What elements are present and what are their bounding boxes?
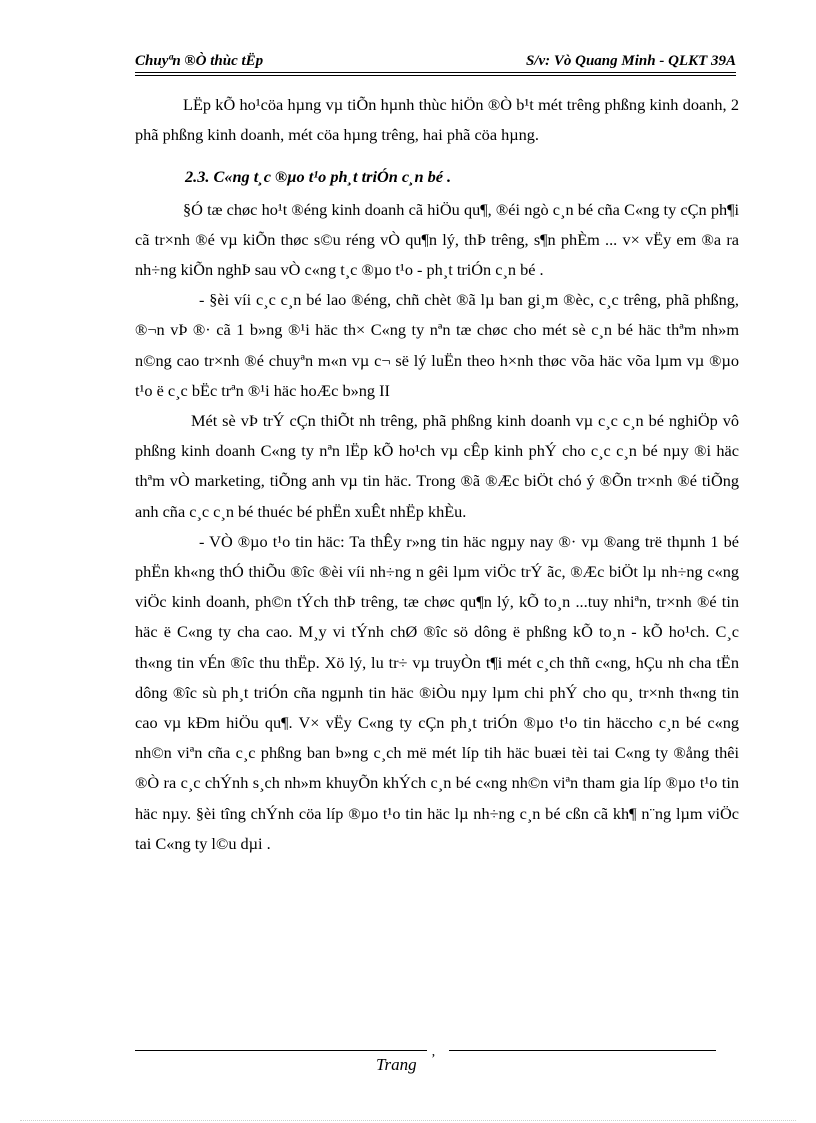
section-paragraph: - §èi víi c¸c c¸n bé lao ®éng, chñ chèt ®ã lµ ban gi¸m ®èc, c¸c trêng, phã phßng, ®¬n vÞ ®· cã 1 b»ng ®¹i häc th× C«ng ty nªn tæ chøc cho mét sè c¸n bé häc thªm nh»m n©ng cao tr×nh ®é chuyªn m«n vµ c¬ së lý luËn theo h×nh thøc võa häc võa lµm vµ ®µo t¹o ë c¸c bËc trªn ®¹i häc hoÆc b»ng II — [135, 290, 739, 400]
section-heading: 2.3. C«ng t¸c ®µo t¹o ph¸t triÓn c¸n bé . — [185, 167, 452, 187]
page-number: ’ — [431, 1052, 436, 1067]
header-divider — [135, 72, 736, 76]
footer-divider-left — [135, 1050, 427, 1051]
footer-page-label: Trang — [376, 1055, 417, 1074]
section-paragraph: §Ó tæ chøc ho¹t ®éng kinh doanh cã hiÖu qu¶, ®éi ngò c¸n bé cña C«ng ty cÇn ph¶i cã tr×nh ®é vµ kiÕn thøc s©u réng vÒ qu¶n lý, thÞ trêng, s¶n phÈm ... v× vËy em ®a ra nh÷ng kiÕn nghÞ sau vÒ c«ng t¸c ®µo t¹o - ph¸t triÓn c¸n bé . — [135, 199, 739, 280]
header-author: S/v: Vò Quang Minh - QLKT 39A — [525, 53, 736, 69]
header-document-title: Chuyªn ®Ò thùc tËp — [135, 53, 264, 69]
intro-paragraph: LËp kÕ ho¹cöa hµng vµ tiÕn hµnh thùc hiÖn ®Ò b¹t mét trêng phßng kinh doanh, 2 phã phßng kinh doanh, mét cöa hµng trêng, hai phã cöa hµng. — [135, 95, 739, 145]
page-bottom-edge — [20, 1120, 796, 1121]
document-body — [135, 90, 739, 859]
section-paragraph: - VÒ ®µo t¹o tin häc: Ta thÊy r»ng tin häc ngµy nay ®· vµ ®ang trë thµnh 1 bé phËn kh«ng thÓ thiÕu ®îc ®èi víi nh÷ng n gêi lµm viÖc trÝ ãc, ®Æc biÖt lµ nh÷ng c«ng viÖc kinh doanh, ph©n tÝch thÞ trêng, tæ chøc qu¶n lý, kÕ to¸n ...tuy nhiªn, tr×nh ®é tin häc ë C«ng ty cha cao. M¸y vi tÝnh chØ ®îc sö dông ë phßng kÕ to¸n - kÕ ho¹ch. C¸c th«ng tin vÉn ®îc thu thËp. Xö lý, lu tr÷ vµ truyÒn t¶i mét c¸ch thñ c«ng, hÇu nh cha tËn dông ®îc sù ph¸t triÓn cña ngµnh tin häc ®iÒu nµy lµm chi phÝ cho qu¸ tr×nh th«ng tin cao vµ kÐm hiÖu qu¶. V× vËy C«ng ty cÇn ph¸t triÓn ®µo t¹o tin häccho c¸n bé c«ng nh©n viªn cña c¸c phßng ban b»ng c¸ch më mét líp tih häc buæi tèi tai C«ng ty ®ång thêi ®Ò ra c¸c chÝnh s¸ch nh»m khuyÕn khÝch c¸n bé c«ng nh©n viªn tham gia líp ®µo t¹o tin häc nµy. §èi tîng chÝnh cöa líp ®µo t¹o tin häc lµ nh÷ng c¸n bé cßn cã kh¶ n¨ng lµm viÖc tai C«ng ty l©u dµi . — [135, 531, 739, 853]
page-header — [135, 50, 736, 70]
footer-divider-right — [449, 1050, 716, 1051]
section-paragraph: Mét sè vÞ trÝ cÇn thiÕt nh trêng, phã phßng kinh doanh vµ c¸c c¸n bé nghiÖp vô phßng kinh doanh C«ng ty nªn lËp kÕ ho¹ch vµ cÊp kinh phÝ cho c¸c c¸n bé nµy ®i häc thªm vÒ marketing, tiÕng anh vµ tin häc. Trong ®ã ®Æc biÖt chó ý ®Õn tr×nh ®é tiÕng anh cña c¸c c¸n bé thuéc bé phËn xuÊt nhËp khÈu. — [135, 411, 739, 521]
